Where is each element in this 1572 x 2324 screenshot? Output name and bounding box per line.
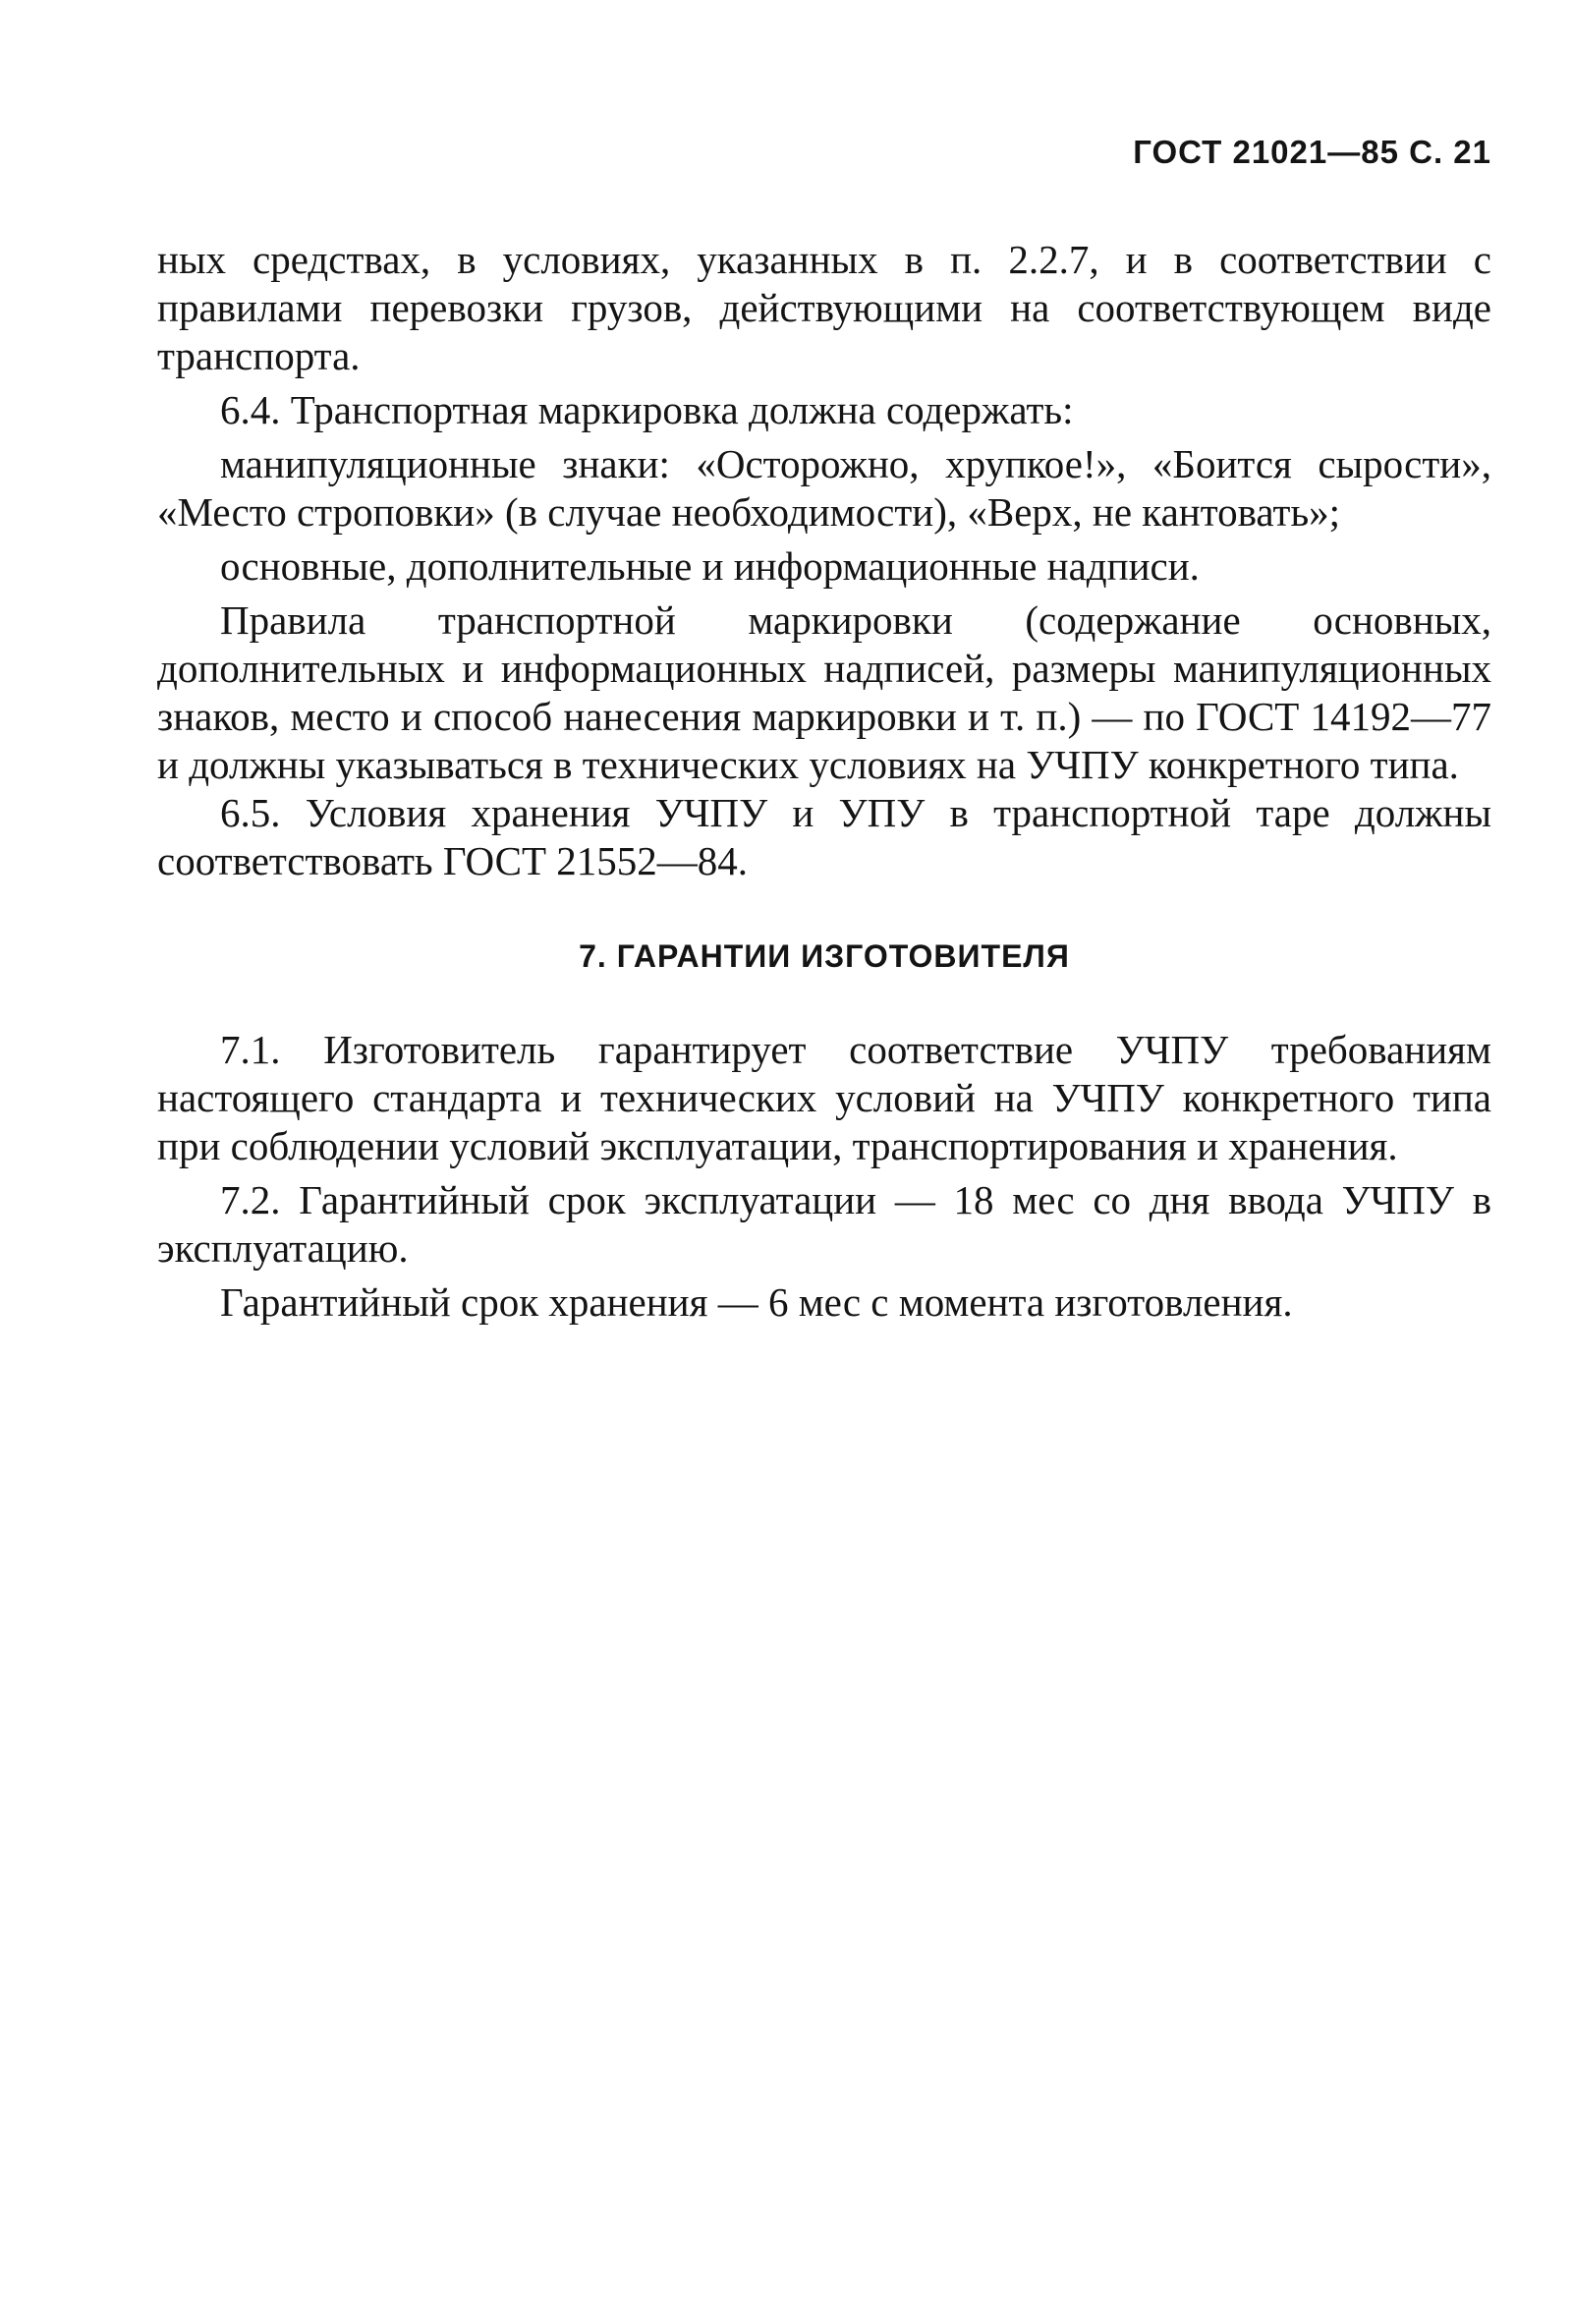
paragraph-handling-signs: манипуляционные знаки: «Осторожно, хрупкое!», «Боится сырости», «Место строповки» (в случае необходимости), «Верх, не кантовать»; bbox=[157, 441, 1491, 535]
page-header: ГОСТ 21021—85 С. 21 bbox=[1133, 134, 1491, 170]
paragraph-storage-warranty: Гарантийный срок хранения — 6 мес с момента изготовления. bbox=[220, 1279, 1293, 1325]
paragraph-inscriptions: основные, дополнительные и информационные надписи. bbox=[220, 543, 1200, 589]
paragraph-7-1: 7.1. Изготовитель гарантирует соответствие УЧПУ требованиям настоящего стандарта и технических условий на УЧПУ конкретного типа при соблюдении условий эксплуатации, транспортирования и хранения. bbox=[157, 1027, 1491, 1168]
paragraph-continuation: ных средствах, в условиях, указанных в п. 2.2.7, и в соответствии с правилами перевозки грузов, действующими на соответствующем виде транспорта. bbox=[157, 237, 1491, 378]
section-7-title: 7. ГАРАНТИИ ИЗГОТОВИТЕЛЯ bbox=[579, 938, 1070, 974]
paragraph-6-5: 6.5. Условия хранения УЧПУ и УПУ в транспортной таре должны соответствовать ГОСТ 21552—84. bbox=[157, 790, 1491, 883]
paragraph-7-2: 7.2. Гарантийный срок эксплуатации — 18 мес со дня ввода УЧПУ в эксплуатацию. bbox=[157, 1177, 1491, 1271]
paragraph-marking-rules: Правила транспортной маркировки (содержание основных, дополнительных и информационных надписей, размеры манипуляционных знаков, место и способ нанесения маркировки и т. п.) — по ГОСТ 14192—77 и должны указываться в технических условиях на УЧПУ конкретного типа. bbox=[157, 597, 1491, 787]
document-body bbox=[157, 236, 1491, 1327]
paragraph-6-4: 6.4. Транспортная маркировка должна содержать: bbox=[220, 387, 1074, 432]
